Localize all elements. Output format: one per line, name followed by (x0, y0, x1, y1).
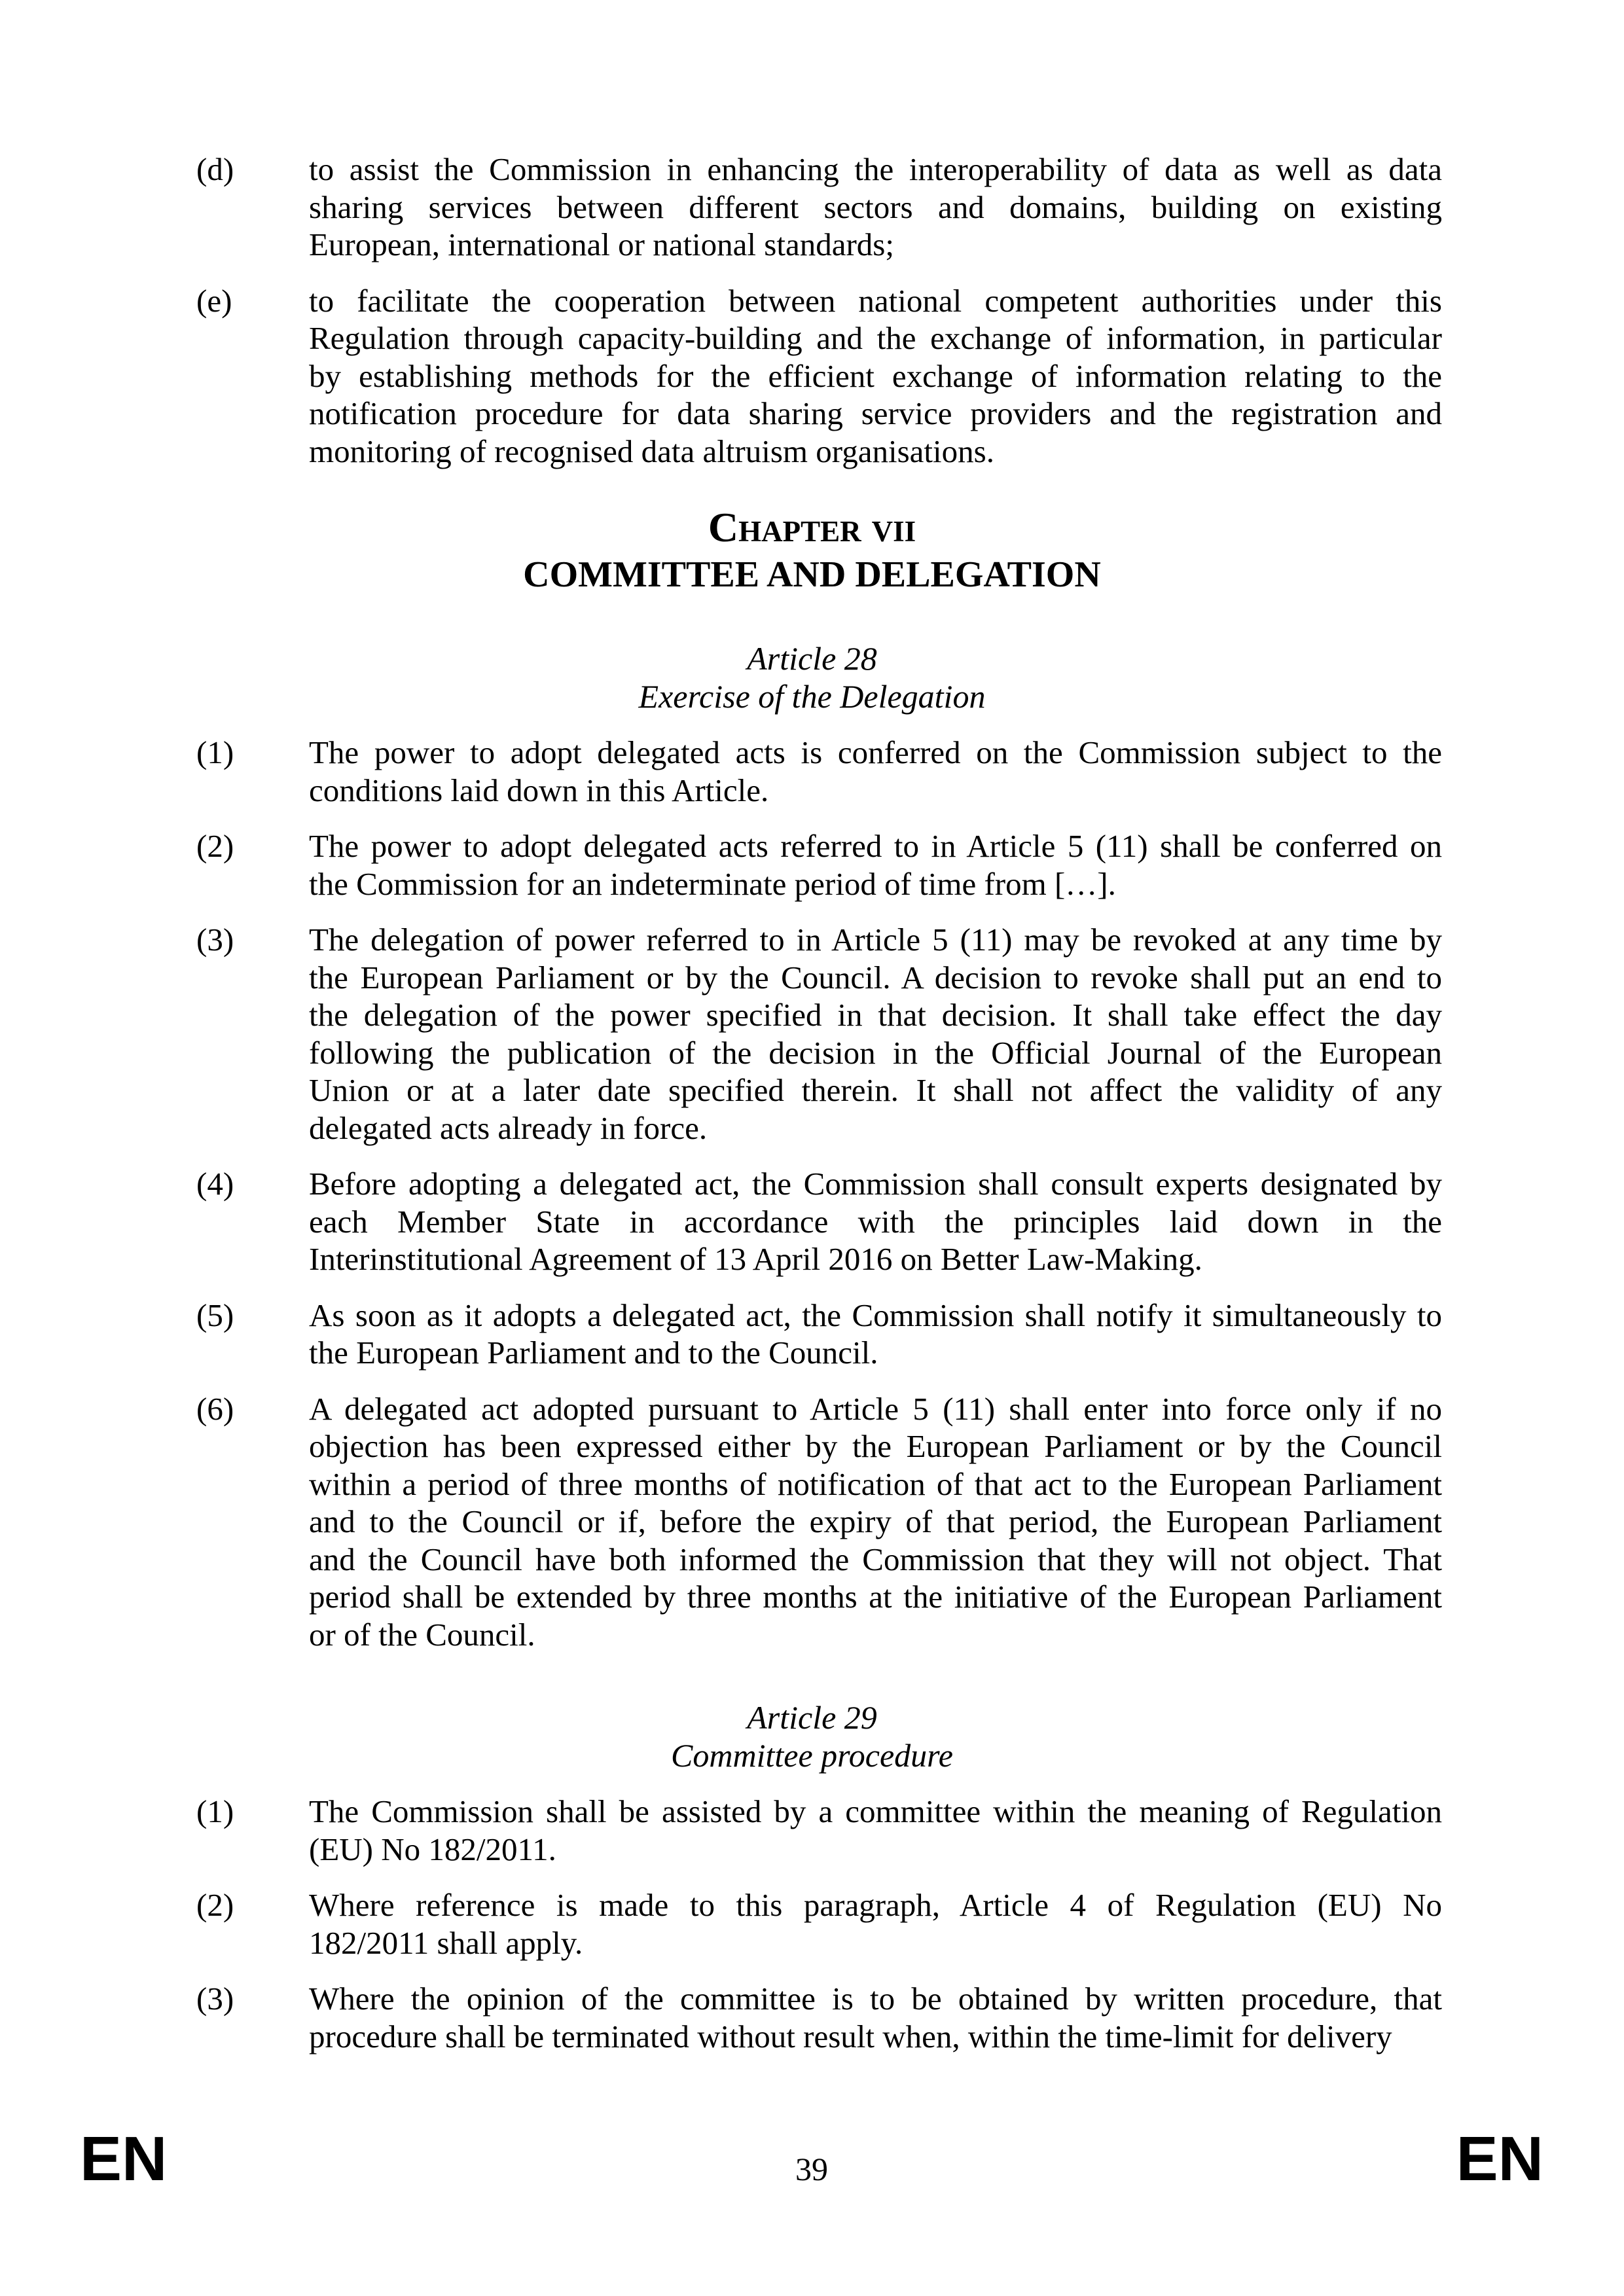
text-line: the Commission for an indeterminate period of time from […]. (309, 865, 1116, 902)
text-line: The Commission shall be assisted by a committee within the meaning of Regulation (309, 1793, 1442, 1829)
list-item (196, 1980, 1442, 2055)
list-item-label: (d) (196, 151, 234, 187)
text-line: by establishing methods for the efficient exchange of information relating to the (309, 357, 1442, 394)
text-line: Where reference is made to this paragraph, Article 4 of Regulation (EU) No (309, 1887, 1442, 1923)
footer-language-right: EN (1456, 2124, 1543, 2194)
list-item-text (309, 282, 1442, 471)
list-item-label: (1) (196, 1793, 234, 1829)
list-item (196, 1297, 1442, 1372)
text-line: monitoring of recognised data altruism organisations. (309, 433, 994, 469)
chapter-title: COMMITTEE AND DELEGATION (523, 554, 1101, 595)
articles-section (0, 640, 1624, 2055)
text-line: Union or at a later date specified therein. It shall not affect the validity of any (309, 1072, 1442, 1108)
text-line: The power to adopt delegated acts is conferred on the Commission subject to the (309, 734, 1442, 770)
text-line: Where the opinion of the committee is to be obtained by written procedure, that (309, 1981, 1442, 2017)
list-item-label: (6) (196, 1390, 234, 1427)
list-item-text (309, 1390, 1442, 1654)
list-item-label: (5) (196, 1297, 234, 1333)
text-line: the European Parliament or by the Council. A decision to revoke shall put an end to (309, 959, 1442, 996)
article-items (0, 1793, 1624, 2055)
article (0, 1699, 1624, 2055)
text-line: the European Parliament and to the Council. (309, 1335, 878, 1371)
text-line: (EU) No 182/2011. (309, 1831, 556, 1867)
list-item-label: (3) (196, 922, 234, 958)
list-item-label: (4) (196, 1166, 234, 1202)
list-item-text (309, 921, 1442, 1147)
text-line: As soon as it adopts a delegated act, the Commission shall notify it simultaneously to (309, 1297, 1442, 1333)
text-line: to facilitate the cooperation between national competent authorities under this (309, 282, 1442, 319)
list-item-text (309, 151, 1442, 264)
text-line: conditions laid down in this Article. (309, 772, 769, 808)
list-item-text (309, 1886, 1442, 1962)
text-line: The power to adopt delegated acts referred to in Article 5 (11) shall be conferred on (309, 828, 1442, 864)
list-item-label: (2) (196, 828, 234, 864)
text-line: Before adopting a delegated act, the Commission shall consult experts designated by (309, 1166, 1442, 1202)
page-footer (80, 2124, 1543, 2194)
list-item-label: (e) (196, 282, 232, 319)
chapter-number: Chapter vii (708, 504, 916, 550)
list-item-text (309, 734, 1442, 809)
text-line: the delegation of the power specified in that decision. It shall take effect the day (309, 997, 1442, 1033)
text-line: to assist the Commission in enhancing the interoperability of data as well as data (309, 151, 1442, 187)
text-line: and the Council have both informed the Commission that they will not object. That (309, 1541, 1442, 1577)
text-line: following the publication of the decision in the Official Journal of the European (309, 1034, 1442, 1071)
list-item (196, 282, 1442, 471)
page-number: 39 (795, 2151, 828, 2187)
text-line: delegated acts already in force. (309, 1109, 708, 1146)
text-line: period shall be extended by three months at the initiative of the European Parliament (309, 1579, 1442, 1615)
list-item (196, 1793, 1442, 1868)
list-item (196, 734, 1442, 809)
article (0, 640, 1624, 1653)
article-number: Article 29 (747, 1699, 877, 1736)
text-line: The delegation of power referred to in Article 5 (11) may be revoked at any time by (309, 922, 1442, 958)
list-item (196, 151, 1442, 264)
list-item-text (309, 1980, 1442, 2055)
list-item (196, 1390, 1442, 1654)
text-line: A delegated act adopted pursuant to Article 5 (11) shall enter into force only if no (309, 1390, 1442, 1427)
list-item (196, 921, 1442, 1147)
list-item-label: (2) (196, 1887, 234, 1923)
footer-language-left: EN (80, 2124, 168, 2194)
text-line: 182/2011 shall apply. (309, 1924, 583, 1961)
list-item-text (309, 1165, 1442, 1278)
list-item (196, 827, 1442, 903)
top-list (0, 151, 1624, 470)
text-line: objection has been expressed either by the European Parliament or by the Council (309, 1428, 1442, 1464)
list-item-label: (1) (196, 734, 234, 770)
article-title: Committee procedure (671, 1736, 953, 1774)
text-line: or of the Council. (309, 1616, 535, 1653)
list-item-label: (3) (196, 1981, 234, 2017)
text-line: sharing services between different sectors and domains, building on existing (309, 188, 1442, 225)
list-item-text (309, 1793, 1442, 1868)
text-line: within a period of three months of notification of that act to the European Parliament (309, 1465, 1442, 1502)
list-item (196, 1886, 1442, 1962)
text-line: each Member State in accordance with the principles laid down in the (309, 1203, 1442, 1240)
list-item-text (309, 1297, 1442, 1372)
article-items (0, 734, 1624, 1653)
text-line: and to the Council or if, before the expiry of that period, the European Parliament (309, 1503, 1442, 1539)
article-title: Exercise of the Delegation (638, 677, 986, 715)
text-line: Regulation through capacity-building and the exchange of information, in particular (309, 320, 1442, 356)
text-line: European, international or national standards; (309, 226, 894, 262)
text-line: Interinstitutional Agreement of 13 April 2016 on Better Law-Making. (309, 1241, 1202, 1277)
list-item-text (309, 827, 1442, 903)
article-number: Article 28 (747, 640, 877, 677)
text-line: notification procedure for data sharing service providers and the registration and (309, 395, 1442, 431)
text-line: procedure shall be terminated without result when, within the time-limit for delivery (309, 2018, 1392, 2054)
list-item (196, 1165, 1442, 1278)
